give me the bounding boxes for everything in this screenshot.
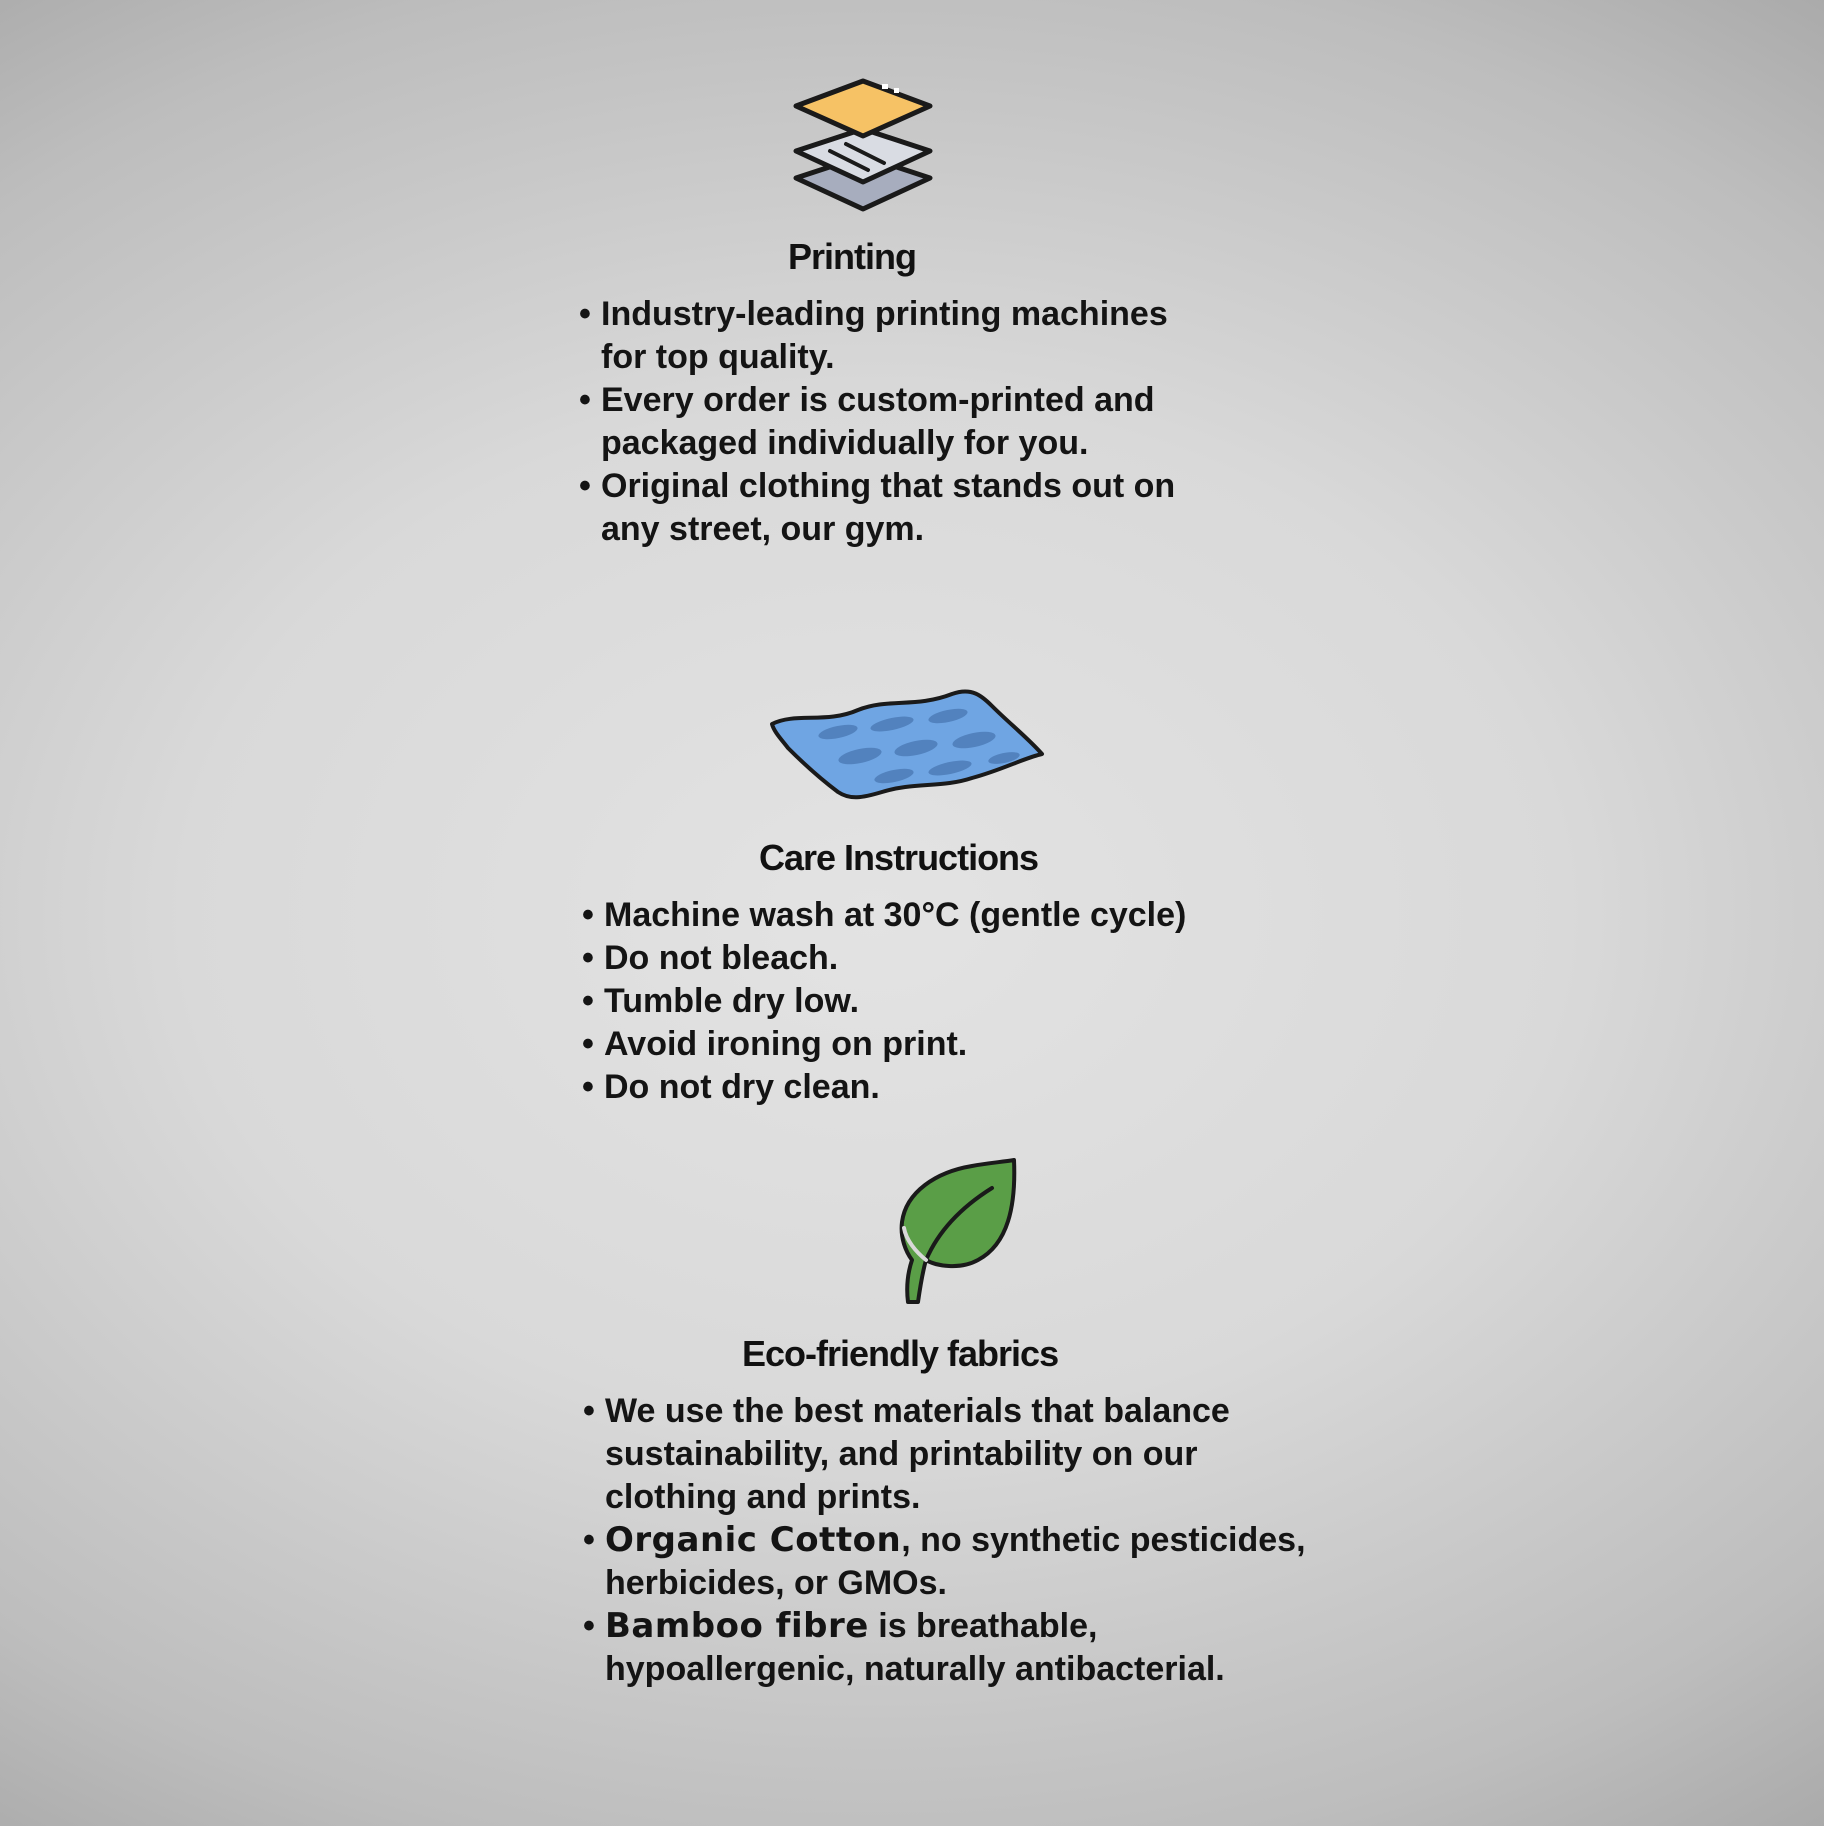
- eco-item-3-line-2: hypoallergenic, naturally antibacterial.: [605, 1650, 1225, 1688]
- eco-item-2-line-2: herbicides, or GMOs.: [605, 1564, 947, 1602]
- eco-item-1-line-2: sustainability, and printability on our: [605, 1435, 1198, 1473]
- printing-heading: Printing: [788, 236, 916, 277]
- list-item: [583, 1390, 1306, 1519]
- printing-list: [579, 293, 1175, 551]
- layers-icon: [790, 76, 936, 214]
- list-item: [583, 1519, 1306, 1605]
- list-item: • Machine wash at 30°C (gentle cycle): [582, 894, 1186, 937]
- printing-item-3-line-1: Original clothing that stands out on: [601, 467, 1176, 505]
- list-item: [583, 1605, 1306, 1691]
- list-item: • Avoid ironing on print.: [582, 1023, 1186, 1066]
- eco-section: [0, 1140, 1824, 1826]
- eco-item-1-line-3: clothing and prints.: [605, 1478, 921, 1516]
- printing-item-2-line-1: Every order is custom-printed and: [601, 381, 1155, 419]
- list-item: [579, 379, 1175, 465]
- care-heading: Care Instructions: [759, 837, 1039, 878]
- eco-item-2-rest: , no synthetic pesticides,: [901, 1521, 1306, 1559]
- care-section: [0, 600, 1824, 1140]
- printing-item-3-line-2: any street, our gym.: [601, 510, 925, 548]
- eco-item-1-line-1: We use the best materials that balance: [605, 1392, 1230, 1430]
- list-item: • Do not dry clean.: [582, 1066, 1186, 1109]
- list-item: [579, 293, 1175, 379]
- eco-list: [583, 1390, 1306, 1691]
- eco-item-3-rest: is breathable,: [868, 1607, 1098, 1645]
- leaf-icon: [896, 1156, 1020, 1308]
- bamboo-fibre-label: Bamboo fibre: [605, 1606, 869, 1646]
- eco-heading: Eco-friendly fabrics: [742, 1333, 1059, 1374]
- care-list: [582, 894, 1186, 1109]
- fabric-icon: [766, 688, 1046, 802]
- list-item: • Tumble dry low.: [582, 980, 1186, 1023]
- printing-item-1-line-2: for top quality.: [601, 338, 835, 376]
- list-item: • Do not bleach.: [582, 937, 1186, 980]
- printing-section: [0, 0, 1824, 600]
- organic-cotton-label: Organic Cotton: [605, 1520, 902, 1560]
- printing-item-1-line-1: Industry-leading printing machines: [601, 295, 1168, 333]
- printing-item-2-line-2: packaged individually for you.: [601, 424, 1089, 462]
- list-item: [579, 465, 1175, 551]
